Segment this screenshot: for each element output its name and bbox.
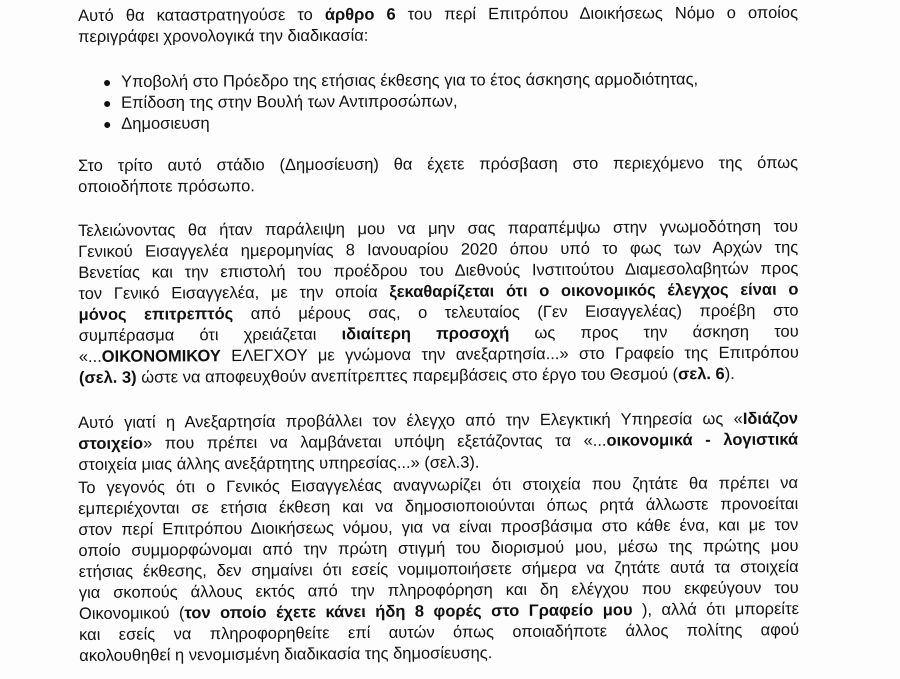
bold-text: τον οποίο έχετε κάνει ήδη 8 φορές στο Γραφείο μου <box>184 601 633 623</box>
bold-text: ΟΙΚΟΝΟΜΙΚΟΥ <box>101 347 221 366</box>
bullet-icon <box>104 80 110 86</box>
paragraph-independence <box>78 409 798 476</box>
text-line: εμπεριέχονται σε ετήσια έκθεση και να δημοσιοποιούνται όπως ρητά άλλωστε προνοείται <box>78 494 799 518</box>
text-run: ως προς την άσκηση του <box>509 322 799 343</box>
bold-text: ξεκαθαρίζεται ότι ο οικονομικός έλεγχος είναι ο <box>389 280 799 302</box>
text-run: ΕΛΕΓΧΟΥ με γνώμονα την ανεξαρτησία...» στο Γραφείο της Επιτρόπου <box>220 343 799 366</box>
text-run: ), αλλά ότι μπορείτε <box>632 599 799 620</box>
text-line: και εσείς να πληροφορηθείτε επί αυτών όπως οποιαδήποτε άλλος πολίτης αφού <box>79 620 800 644</box>
text-run: από μέρους σας, ο τελευταίος (Γεν Εισαγγελέας) προέβη στο <box>233 301 799 324</box>
text-run: Αυτό θα καταστρατηγούσε το <box>78 5 325 25</box>
text-line: Γενικού Εισαγγελέα ημερομηνίας 8 Ιανουαρίου 2020 όπου υπό το φως των Αρχών της <box>78 238 799 261</box>
list-item <box>104 69 698 93</box>
text-run: ). <box>724 364 735 384</box>
text-line: οποίο συμμορφώνομαι από την πρώτη στιγμή του διορισμού μου, μέσω της πρώτης μου <box>78 536 799 560</box>
list-item <box>104 90 698 114</box>
bullet-icon <box>104 122 110 128</box>
paragraph-annual-report <box>78 473 799 667</box>
text-line: Στο τρίτο αυτό στάδιο (Δημοσίευση) θα έχετε πρόσβαση στο περιεχόμενο της όπως <box>78 153 799 175</box>
bullet-icon <box>104 101 110 107</box>
bold-text: άρθρο 6 <box>324 5 396 24</box>
text-line: Βενετίας και την επιστολή του προέδρου του Διεθνούς Ινστιτούτου Διαμεσολαβητών προς <box>78 259 799 282</box>
text-run: του περί Επιτρόπου Διοικήσεως Νόμο ο οποίος <box>395 3 799 24</box>
text-line: περιγράφει χρονολογικά την διαδικασία: <box>78 26 369 46</box>
text-line <box>79 364 799 389</box>
text-line: οποιοδήποτε πρόσωπο. <box>78 177 255 196</box>
text-line <box>78 430 798 455</box>
paragraph-attorney-general-opinion <box>78 217 799 389</box>
text-line: για σκοπούς άλλους εκτός από την πληροφόρηση και δη ελέγχου που εκφεύγουν του <box>78 578 799 602</box>
text-line: στοιχεία μιας άλλης ανεξάρτητης υπηρεσίας...» (σελ.3). <box>78 453 480 474</box>
bold-text: οικονομικά - λογιστικά <box>606 430 799 450</box>
bold-text: (σελ. 3) <box>78 368 137 387</box>
list-item <box>104 111 698 135</box>
text-run: » που πρέπει να λαμβάνεται υπόψη εξετάζοντας τα «... <box>142 431 607 453</box>
text-line: Το γεγονός ότι ο Γενικός Εισαγγελέας αναγνωρίζει ότι στοιχεία που ζητάτε θα πρέπει να <box>78 473 799 497</box>
bold-text: στοιχείο <box>78 434 144 453</box>
list-item-text: Υποβολή στο Πρόεδρο της ετήσιας έκθεσης για το έτος άσκησης αρμοδιότητας, <box>121 70 699 91</box>
text-run: Αυτό γιατί η Ανεξαρτησία προβάλλει τον έλεγχο από την Ελεγκτική Υπηρεσία ως « <box>78 409 743 432</box>
text-line: στον περί Επιτρόπου Διοικήσεως νόμου, για να είναι προσβάσιμα στο κάθε ένα, και με τον <box>78 515 799 539</box>
text-line: Τελειώνοντας θα ήταν παράλειψη μου να μην σας παραπέμψω στην γνωμοδότηση του <box>78 217 799 240</box>
text-run: συμπέρασμα ότι χρειάζεται <box>78 325 342 345</box>
text-run: Οικονομικού ( <box>78 604 185 623</box>
text-run: ώστε να αποφευχθούν ανεπίτρεπτες παρεμβάσεις στο έργο του Θεσμού ( <box>136 365 679 387</box>
bold-text: ιδιαίτερη προσοχή <box>341 324 510 344</box>
text-line: ακολουθηθεί η νενομισμένη διαδικασία της δημοσίευσης. <box>79 644 493 665</box>
text-run: «... <box>78 347 102 366</box>
text-line <box>78 3 798 27</box>
text-line: ετήσιας έκθεσης, δεν σημαίνει ότι εσείς νομιμοποιήσετε σήμερα να ζητάτε αυτά τα στοιχεία <box>78 557 799 581</box>
list-item-text: Δημοσιευση <box>121 114 210 133</box>
bold-text: μόνος επιτρεπτός <box>78 305 234 324</box>
text-run: τον Γενικό Εισαγγελέα, με την οποία <box>78 283 390 303</box>
bold-text: σελ. 6 <box>678 365 725 384</box>
paragraph-article-6 <box>78 3 798 48</box>
paragraph-publication-stage <box>78 153 798 198</box>
bold-text: Ιδιάζον <box>742 409 799 428</box>
procedure-list <box>104 69 698 135</box>
list-item-text: Επίδοση της στην Βουλή των Αντιπροσώπων, <box>121 92 458 112</box>
